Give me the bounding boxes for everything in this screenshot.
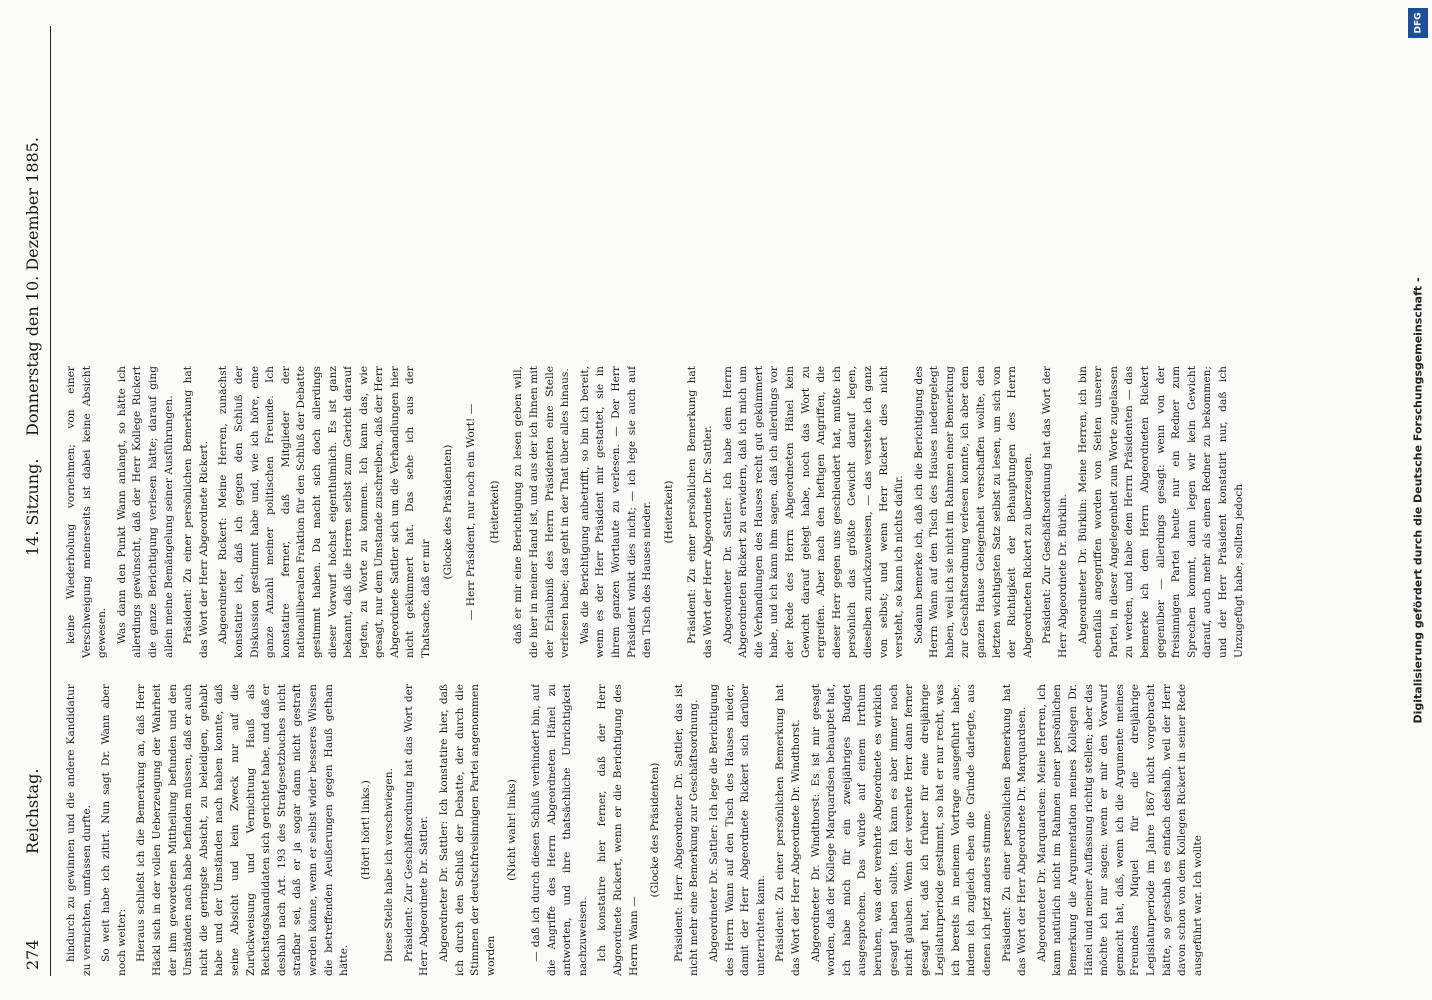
paragraph: (Hört! hört! links.) [359, 780, 372, 880]
paragraph: Abgeordneter Dr. Windthorst: Es ist mir gesagt worden, daß der Kollege Marquardsen behauptet hat, ich habe mich für ein zweijähriges Budget ausgesprochen. Das würde auf einem Irrthum beruhen, was der verehrte Abgeordnete es wirklich gesagt haben sollte. Ich kann es aber immer noch nicht glauben. Wenn der verehrte Herr dann ferner gesagt hat, daß ich früher für eine dreijährige Legislaturperiode gestimmt, so hat er nur recht, was ich bereits in meinem Vortrage ausgeführt habe, indem ich zugleich eben die Gründe darlegte, aus denen ich jetzt anders stimme. [809, 684, 994, 976]
dfg-logo-text: DFG [1413, 12, 1424, 34]
paragraph: (Glocke des Präsidenten) [649, 762, 662, 898]
document-page [16, 26, 1404, 976]
paragraph: Abgeordneter Dr. Sattler: Ich konstatire hier, daß ich durch den Schluß der Debatte, der durch die Stimmen der deutschfreisinnigen Partei angenommen worden [438, 684, 497, 976]
paragraph: Präsident: Zur Geschäftsordnung hat das Wort der Herr Abgeordnete Dr. Sattler. [402, 684, 431, 976]
paragraph: Abgeordneter Dr. Sattler: Ich lege die Berichtigung des Herrn Wann auf den Tisch des Hauses nieder, damit der Herr Abgeordnete Rickert sich darüber unterrichten kann. [707, 684, 767, 976]
paragraph: Präsident: Zur Geschäftsordnung hat das Wort der Herr Abgeordnete Dr. Bürklin. [1041, 366, 1070, 658]
paragraph: Präsident: Zu einer persönlichen Bemerkung hat das Wort der Herr Abgeordnete Dr. Windthorst. [774, 684, 802, 976]
text-column-left [64, 684, 1384, 976]
paragraph: (Heiterkeit) [488, 480, 501, 544]
paragraph: (Glocke des Präsidenten) [441, 444, 454, 580]
page-number: 274 [23, 939, 42, 970]
paragraph: Präsident: Zu einer persönlichen Bemerkung hat das Wort der Herr Abgeordnete Rickert. [182, 366, 210, 658]
text-column-middle [64, 366, 1384, 658]
paragraph: hindurch zu gewinnen und die andere Kandidatur zu vernichten, umfassen durfte. [65, 684, 93, 976]
paragraph: Präsident: Zu einer persönlichen Bemerkung hat das Wort der Herr Abgeordnete Dr. Marquardsen. [1000, 684, 1029, 976]
session-label: 14. Sitzung. [23, 458, 42, 556]
running-header [16, 26, 51, 976]
paragraph: Was die Berichtigung anbetrifft, so bin ich bereit, wenn es der Herr Präsident mir gestattet, sie in ihrem ganzen Wortlaute zu verlesen. — Der Herr Präsident winkt dies nicht; — ich lege sie auch auf den Tisch des Hauses nieder. [578, 366, 654, 658]
paragraph: — Herr Präsident, nur noch ein Wort! — [465, 403, 478, 621]
publication-title: Reichstag. [23, 768, 42, 854]
paragraph: Präsident: Zu einer persönlichen Bemerkung hat das Wort der Herr Abgeordnete Dr. Sattler. [686, 366, 714, 658]
session-date: Donnerstag den 10. Dezember 1885. [23, 137, 42, 436]
paragraph: Hieraus schließt ich die Bemerkung an, daß Herr Häckl sich in der vollen Ueberzeugung der Wahrheit der ihm gewordenen Mittheilung befunden und den Umständen nach habe befinden müssen, daß er auch nicht die geringste Absicht, zu beleidigen, gehabt habe und der Umständen nach haben konnte, daß seine Absicht und kein Zweck nur auf die Zurückweisung und Vernichtung Hauß als Reichstagskandidaten sich gerichtet habe, und daß er deshalb nach Art. 193 des Strafgesetzbuches nicht strafbar sei, daß er ja sogar dann nicht gestraft werden könne, wenn er selbst wider besseres Wissen die betreffenden Aeußerungen gegen Hauß gethan hätte. [135, 684, 351, 976]
digitization-notice: Digitalisierung gefördert durch die Deutsche Forschungsgemeinschaft - [1411, 276, 1425, 724]
paragraph: Abgeordneter Dr. Sattler: Ich habe dem Herrn Abgeordneten Rickert zu erwidern, daß ich mich um die Verhandlungen des Hauses recht gut gekümmert habe, und ich kann ihm sagen, daß ich allerdings vor der Rede des Herrn Abgeordneten Hänel kein Gewicht darauf gelegt habe, noch das Wort zu ergreifen. Aber nach den heftigen Angriffen, die dieser Herr gegen uns geschleudert hat, mußte ich persönlich das größte Gewicht darauf legen, dieselben zurückzuweisen, — das verstehe ich ganz von selbst; und wenn Herr Rickert dies nicht versteht, so kann ich nichts dafür. [721, 366, 906, 658]
paragraph: keine Wiederholung vornehmen; von einer Verschweigung meinerseits ist dabei keine Absicht gewesen. [65, 366, 109, 658]
paragraph: Abgeordneter Rickert: Meine Herren, zunächst konstatire ich, daß ich gegen den Schluß der Diskussion gestimmt habe und, wie ich höre, eine ganze Anzahl meiner politischen Freunde. Ich konstatire ferner, daß Mitglieder der nationalliberalen Fraktion für den Schluß der Debatte gestimmt haben. Da macht sich doch allerdings dieser Vorwurf höchst eigenthümlich. Es ist ganz bekannt, daß die Herren selbst zum Gericht darauf legten, zu Worte zu kommen. Ich kann das, wie gesagt, nur dem Umstande zuschreiben, daß der Herr Abgeordnete Sattler sich um die Verhandlungen hier nicht gekümmert hat. Das sehe ich aus der Thatsache, daß er mir [217, 366, 433, 658]
paragraph: Präsident: Herr Abgeordneter Dr. Sattler, das ist nicht mehr eine Bemerkung zur Geschäftsordnung. [672, 684, 701, 976]
digitization-banner [1404, 0, 1432, 1000]
paragraph: Ich konstatire hier ferner, daß der Herr Abgeordnete Rickert, wenn er die Berichtigung des Herrn Wann — [596, 684, 640, 976]
paragraph: So weit habe ich zitirt. Nun sagt Dr. Wann aber noch weiter: [100, 684, 128, 976]
paragraph: Abgeordneter Dr. Marquardsen: Meine Herren, ich kann natürlich nicht im Rahmen einer persönlichen Bemerkung die Argumentation meines Kollegen Dr. Hänel und meiner Auffassung richtig stellen; aber das möchte ich nur sagen: wenn er mir den Vorwurf gemacht hat, daß, wenn ich die Argumente meines Freundes Miquel für die dreijährige Legislaturperiode im Jahre 1867 nicht vorgebracht hätte, so geschah es einfach deshalb, weil der Herr davon schon von dem Kollegen Rickert in seiner Rede ausgeführt war. Ich wollte [1035, 684, 1204, 976]
dfg-logo-icon [1408, 8, 1428, 38]
paragraph: (Nicht wahr! links) [506, 779, 519, 881]
paragraph: Abgeordneter Dr. Bürklin: Meine Herren, ich bin ebenfalls angegriffen worden von Seiten unserer Partei, in dieser Angelegenheit zum Worte zugelassen zu werden, und habe dem Herrn Präsidenten — das bemerke ich dem Herrn Abgeordneten Rickert gegenüber — allerdings gesagt: wenn von der freisinnigen Partei heute nur ein Redner zum Sprechen kommt, dann legen wir kein Gewicht darauf, auch mehr als einen Redner zu bekommen; und der Herr Präsident konstatirt nur, daß ich Unzugefügt habe, sollten jedoch [1076, 366, 1245, 658]
paragraph: Diese Stelle habe ich verschwiegen. [383, 768, 396, 962]
paragraph: daß er mir eine Berichtigung zu lesen geben will, die hier in meiner Hand ist, und aus der ich Ihnen mit der Erlaubniß des Herrn Präsidenten eine Stelle verlesen habe; das geht in der That über alles hinaus. [512, 366, 572, 658]
paragraph: — daß ich durch diesen Schluß verhindert bin, auf die Angriffe des Herrn Abgeordneten Hänel zu antworten, und ihre thatsächliche Unrichtigkeit nachzuweisen. [530, 684, 589, 976]
paragraph: (Heiterkeit) [662, 480, 675, 544]
paragraph: Was dann den Punkt Wann anlangt, so hätte ich allerdings gewünscht, daß der Herr Kollege Rickert die ganze Berichtigung verlesen hätte; darauf ging allein meine Bemängelung seiner Ausführungen. [115, 366, 175, 658]
text-column-right [64, 44, 1384, 336]
paragraph: Sodann bemerke ich, daß ich die Berichtigung des Herrn Wann auf den Tisch des Hauses niedergelegt haben, weil ich sie nicht im Rahmen einer Bemerkung zur Geschäftsordnung verlesen konnte, ich aber dem ganzen Hause Gelegenheit verschaffen wollte, den letzten wichtigsten Satz selbst zu lesen, um sich von der Richtigkeit der Behauptungen des Herrn Abgeordneten Rickert zu überzeugen. [912, 366, 1034, 658]
